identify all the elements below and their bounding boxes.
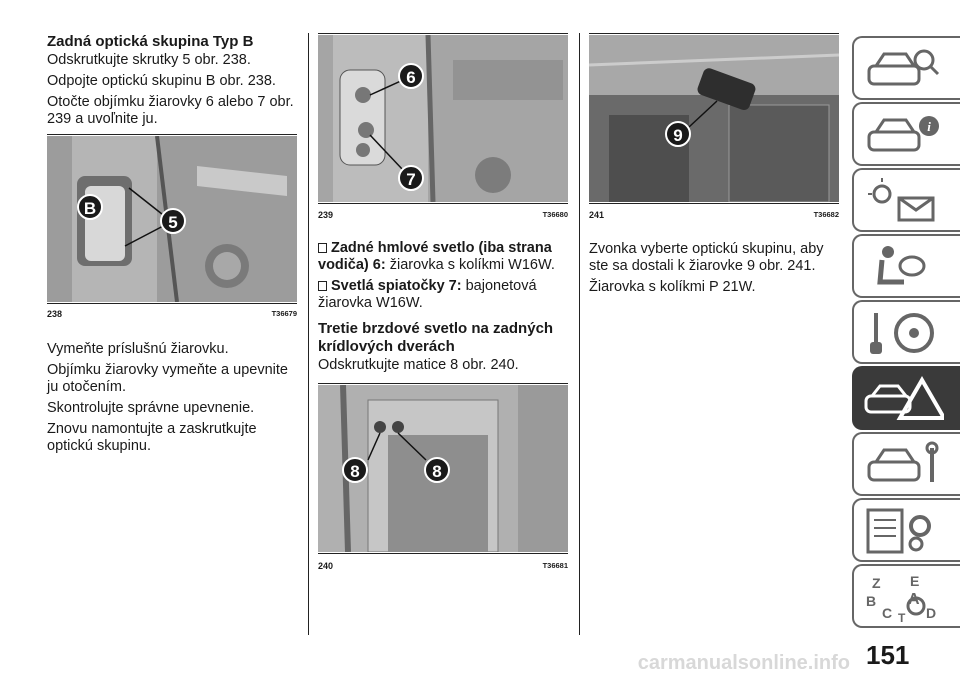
step-7: Znovu namontujte a zaskrutkujte optickú skupinu. bbox=[47, 421, 257, 454]
callout-8: 8 bbox=[342, 457, 368, 483]
callout-9: 9 bbox=[665, 121, 691, 147]
bulb-value: bajonetová žiarovka W16W. bbox=[318, 278, 537, 311]
figure-number: 241 bbox=[589, 210, 605, 220]
tab-airbag[interactable] bbox=[852, 234, 960, 298]
callout-6: 6 bbox=[398, 63, 424, 89]
index-letter: D bbox=[926, 605, 937, 621]
column-divider-2 bbox=[579, 33, 580, 635]
dashboard-lights-icon bbox=[864, 176, 944, 226]
car-wrench-icon bbox=[864, 440, 944, 490]
figure-240-image bbox=[318, 385, 568, 552]
tab-car-info[interactable] bbox=[852, 102, 960, 166]
figure-code: T36679 bbox=[271, 309, 297, 318]
callout-5: 5 bbox=[160, 208, 186, 234]
airbag-seat-icon bbox=[864, 242, 944, 292]
tab-dashboard-lights[interactable] bbox=[852, 168, 960, 232]
tab-emergency[interactable] bbox=[852, 366, 960, 430]
index-search-icon bbox=[864, 572, 944, 622]
car-info-icon bbox=[864, 110, 944, 160]
tab-steering-key[interactable] bbox=[852, 300, 960, 364]
figure-239-image bbox=[318, 35, 568, 202]
step-5: Objímku žiarovky vymeňte a upevnite ju otočením. bbox=[47, 362, 288, 395]
car-warning-triangle-icon bbox=[864, 374, 944, 424]
car-search-icon bbox=[864, 44, 944, 94]
bulb-item bbox=[318, 240, 573, 274]
section-heading: Zadná optická skupina Typ B bbox=[47, 33, 254, 50]
svg-text:i: i bbox=[927, 119, 931, 134]
figure-bottom-rule bbox=[318, 203, 568, 204]
index-letter: C bbox=[882, 605, 893, 621]
bulb-label: Svetlá spiatočky 7: bbox=[331, 278, 462, 294]
index-letter: E bbox=[910, 573, 920, 589]
figure-code: T36682 bbox=[813, 210, 839, 219]
checkbox-icon bbox=[318, 243, 327, 253]
index-letter: A bbox=[908, 591, 920, 608]
bulb-item bbox=[318, 278, 573, 312]
instruction-text bbox=[47, 52, 297, 132]
instruction-text: Odskrutkujte matice 8 obr. 240. bbox=[318, 357, 519, 373]
figure-top-rule bbox=[318, 33, 568, 34]
tab-index[interactable] bbox=[852, 564, 960, 628]
watermark: carmanualsonline.info bbox=[637, 652, 850, 674]
instruction-text-2 bbox=[47, 341, 302, 459]
index-letter: B bbox=[866, 593, 877, 609]
callout-B: B bbox=[77, 194, 103, 220]
figure-241-image bbox=[589, 35, 839, 202]
figure-238-image bbox=[47, 136, 297, 302]
callout-7: 7 bbox=[398, 165, 424, 191]
figure-bottom-rule bbox=[589, 203, 839, 204]
figure-top-rule bbox=[318, 383, 568, 384]
tab-car-search[interactable] bbox=[852, 36, 960, 100]
steering-wheel-key-icon bbox=[864, 308, 944, 358]
page-number: 151 bbox=[866, 640, 910, 670]
checkbox-icon bbox=[318, 281, 327, 291]
step-1: Odskrutkujte skrutky 5 obr. 238. bbox=[47, 52, 251, 68]
figure-top-rule bbox=[589, 33, 839, 34]
index-letter: Z bbox=[872, 575, 881, 591]
specifications-gear-icon bbox=[864, 506, 944, 556]
figure-code: T36681 bbox=[542, 561, 568, 570]
callout-8: 8 bbox=[424, 457, 450, 483]
step-2: Odpojte optickú skupinu B obr. 238. bbox=[47, 73, 276, 89]
tab-maintenance[interactable] bbox=[852, 432, 960, 496]
figure-bottom-rule bbox=[318, 553, 568, 554]
bulb-list bbox=[318, 240, 573, 312]
step-4: Vymeňte príslušnú žiarovku. bbox=[47, 341, 229, 357]
bulb-label: Zadné hmlové svetlo (iba strana vodiča) 6: bbox=[318, 240, 552, 273]
index-letter: T bbox=[898, 611, 906, 622]
section-heading: Tretie brzdové svetlo na zadných krídlových dverách bbox=[318, 320, 554, 355]
step-2: Žiarovka s kolíkmi P 21W. bbox=[589, 279, 756, 295]
instruction-text bbox=[589, 241, 834, 300]
figure-code: T36680 bbox=[542, 210, 568, 219]
column-divider-1 bbox=[308, 33, 309, 635]
figure-number: 240 bbox=[318, 561, 334, 571]
tab-specifications[interactable] bbox=[852, 498, 960, 562]
bulb-value: žiarovka s kolíkmi W16W. bbox=[389, 257, 555, 273]
figure-number: 239 bbox=[318, 210, 334, 220]
figure-bottom-rule bbox=[47, 303, 297, 304]
step-3: Otočte objímku žiarovky 6 alebo 7 obr. 239 a uvoľnite ju. bbox=[47, 94, 294, 127]
step-6: Skontrolujte správne upevnenie. bbox=[47, 400, 255, 416]
step-1: Zvonka vyberte optickú skupinu, aby ste sa dostali k žiarovke 9 obr. 241. bbox=[589, 241, 824, 274]
figure-number: 238 bbox=[47, 309, 63, 319]
figure-top-rule bbox=[47, 134, 297, 135]
